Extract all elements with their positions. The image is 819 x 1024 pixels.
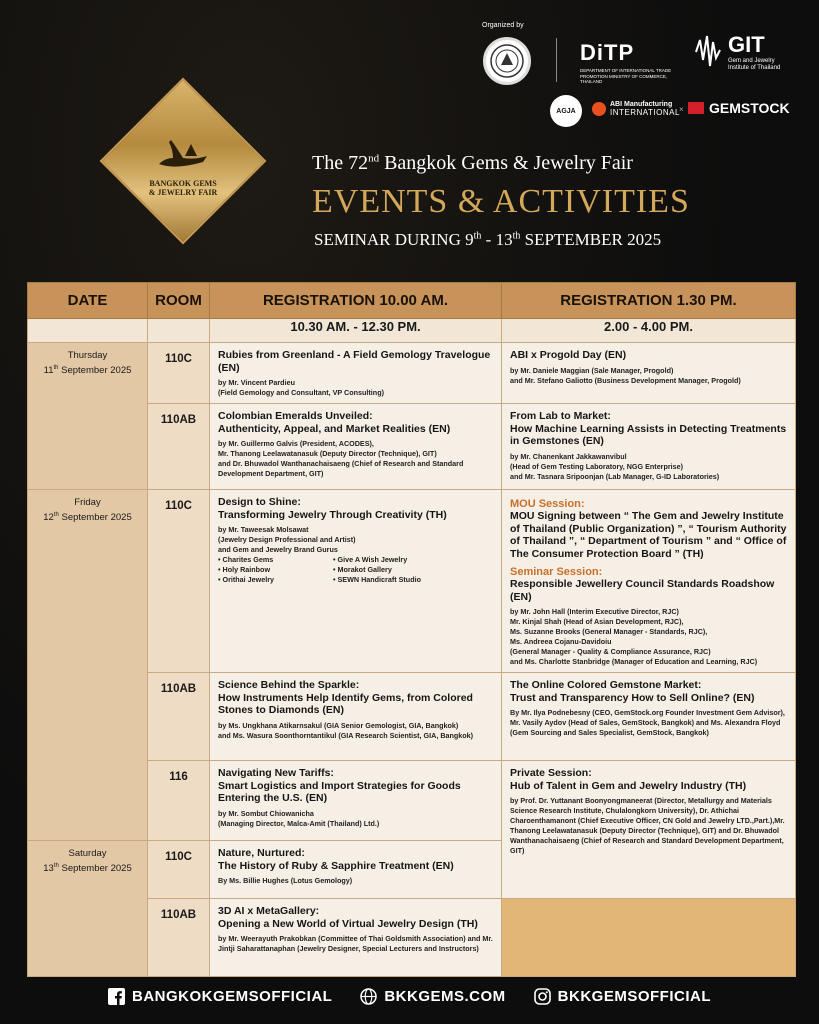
col-date-header: DATE bbox=[28, 283, 148, 319]
schedule-table bbox=[27, 282, 795, 977]
col-afternoon-header: REGISTRATION 1.30 PM. bbox=[502, 283, 796, 319]
session-cell: From Lab to Market: How Machine Learning Assists in Detecting Treatments in Gemstones (EN) by Mr. Chanenkant Jakkawanvibul (Head of Gem Testing Laboratory, NGG Enterprise) and Mr. Tasnara Sripoonjan (Lab Manager, G-ID Laboratories) bbox=[502, 404, 796, 490]
partner-x: × bbox=[679, 105, 684, 114]
events-title: EVENTS & ACTIVITIES bbox=[312, 183, 690, 220]
empty-slot bbox=[502, 899, 796, 977]
mou-label: MOU Session: bbox=[510, 498, 585, 510]
crest-icon bbox=[489, 43, 525, 79]
session-cell: Science Behind the Sparkle: How Instruments Help Identify Gems, from Colored Stones to Diamonds (EN) by Ms. Ungkhana Atikarnsakul (GIA Senior Gemologist, GIA, Bangkok) and Ms. Wasura Soonthorntantikul (GIA Research Scientist, GIA, Bangkok) bbox=[210, 673, 502, 761]
date-saturday: Saturday 13th September 2025 bbox=[28, 841, 148, 977]
header-divider bbox=[556, 38, 557, 82]
time-morning: 10.30 AM. - 12.30 PM. bbox=[210, 319, 502, 343]
git-sub1: Gem and Jewelry bbox=[728, 58, 775, 64]
room-cell: 110C bbox=[148, 490, 210, 673]
fair-title: The 72nd Bangkok Gems & Jewelry Fair bbox=[312, 152, 633, 174]
seminar-dates: SEMINAR DURING 9th - 13th SEPTEMBER 2025 bbox=[314, 230, 662, 249]
session-cell: Rubies from Greenland - A Field Gemology Travelogue (EN) by Mr. Vincent Pardieu (Field Gemology and Consultant, VP Consulting) bbox=[210, 343, 502, 404]
sub-empty-date bbox=[28, 319, 148, 343]
session-cell: Nature, Nurtured: The History of Ruby & Sapphire Treatment (EN) By Ms. Billie Hughes (Lotus Gemology) bbox=[210, 841, 502, 899]
git-mark-icon bbox=[694, 32, 722, 72]
ditp-subtitle: DEPARTMENT OF INTERNATIONAL TRADE PROMOTION MINISTRY OF COMMERCE, THAILAND bbox=[580, 68, 672, 84]
session-cell: Design to Shine: Transforming Jewelry Through Creativity (TH) by Mr. Taweesak Molsawat (Jewelry Design Professional and Artist) and Gem and Jewelry Brand Gurus • Charites Gems • Give A Wish Jewelry • Holy Rainbow • Morakot Gallery • Orithai Jewelry • SEWN Handicraft Studio bbox=[210, 490, 502, 673]
room-cell: 110C bbox=[148, 343, 210, 404]
facebook-link[interactable]: BANGKOKGEMSOFFICIAL bbox=[108, 988, 332, 1005]
room-cell: 110AB bbox=[148, 404, 210, 490]
room-cell: 110AB bbox=[148, 673, 210, 761]
ditp-logo bbox=[580, 40, 675, 85]
abi-line1: ABI Manufacturing bbox=[610, 101, 673, 108]
instagram-link[interactable]: BKKGEMSOFFICIAL bbox=[534, 988, 711, 1005]
time-afternoon: 2.00 - 4.00 PM. bbox=[502, 319, 796, 343]
session-cell: 3D AI x MetaGallery: Opening a New World of Virtual Jewelry Design (TH) by Mr. Weerayuth Prakobkan (Committee of Thai Goldsmith Association) and Mr. Jintji Saharattanaphan (Jewelry Designer, Special Lecturers and Instructors) bbox=[210, 899, 502, 977]
session-cell: Colombian Emeralds Unveiled: Authenticity, Appeal, and Market Realities (EN) by Mr. Guillermo Galvis (President, ACODES), Mr. Thanong Leelawatanasuk (Deputy Director (Technique), GIT) and Dr. Bhuwadol Wanthanachaisaeng (Chief of Research and Standard Development Department, GIT) bbox=[210, 404, 502, 490]
fair-logo-content bbox=[130, 120, 236, 197]
globe-icon bbox=[360, 988, 377, 1005]
gemstock-name: GEMSTOCK bbox=[709, 100, 790, 116]
footer bbox=[0, 988, 819, 1005]
git-logo bbox=[694, 32, 780, 72]
date-friday: Friday 12th September 2025 bbox=[28, 490, 148, 841]
facebook-icon bbox=[108, 988, 125, 1005]
organized-by-label: Organized by bbox=[482, 22, 524, 29]
room-cell: 110C bbox=[148, 841, 210, 899]
room-cell: 110AB bbox=[148, 899, 210, 977]
gemstock-square-icon bbox=[688, 102, 704, 114]
website-link[interactable]: BKKGEMS.COM bbox=[360, 988, 505, 1005]
abi-circle-icon bbox=[592, 102, 606, 116]
instagram-icon bbox=[534, 988, 551, 1005]
swan-boat-icon bbox=[155, 134, 211, 174]
date-thursday: Thursday 11th September 2025 bbox=[28, 343, 148, 490]
ministry-crest-logo bbox=[483, 37, 531, 85]
session-cell: MOU Session: MOU Signing between “ The Gem and Jewelry Institute of Thailand (Public Organization) ”, “ Tourism Authority of Thailand ”, “ Department of Tourism ” and “ Office of The Consumer Protection Board ” (TH) Seminar Session: Responsible Jewellery Council Standards Roadshow (EN) by Mr. John Hall (Interim Executive Director, RJC) Mr. Kinjal Shah (Head of Asian Development, RJC), Ms. Suzanne Brooks (General Manager - Standards, RJC), Ms. Andreea Cojanu-Davidoiu (General Manager - Quality & Compliance Assurance, RJC) and Ms. Charlotte Stanbridge (Manager of Education and Learning, RJC) bbox=[502, 490, 796, 673]
seminar-label: Seminar Session: bbox=[510, 566, 603, 578]
gemstock-logo bbox=[688, 100, 790, 116]
session-cell: ABI x Progold Day (EN) by Mr. Daniele Maggian (Sale Manager, Progold) and Mr. Stefano Galiotto (Business Development Manager, Progold) bbox=[502, 343, 796, 404]
ditp-name: DiTP bbox=[580, 40, 635, 65]
fair-logo-line2: & JEWELRY FAIR bbox=[148, 188, 218, 197]
git-sub2: Institute of Thailand bbox=[728, 65, 781, 71]
session-cell: Navigating New Tariffs: Smart Logistics and Import Strategies for Goods Entering the U.S. (EN) by Mr. Sombut Chiowanicha (Managing Director, Malca-Amit (Thailand) Ltd.) bbox=[210, 761, 502, 841]
col-morning-header: REGISTRATION 10.00 AM. bbox=[210, 283, 502, 319]
col-room-header: ROOM bbox=[148, 283, 210, 319]
room-cell: 116 bbox=[148, 761, 210, 841]
sub-empty-room bbox=[148, 319, 210, 343]
abi-line2: INTERNATIONAL bbox=[610, 108, 680, 117]
fair-logo-line1: BANGKOK GEMS bbox=[149, 179, 217, 188]
session-cell: Private Session: Hub of Talent in Gem and Jewelry Industry (TH) by Prof. Dr. Yuttanant Boonyongmaneerat (Director, Metallurgy and Materials Science Research Institute, Chulalongkorn University), Dr. Athichai Charoenthamanont (Chief Executive Officer, CN Gold and Jewelry LTD.,Part.),Mr. Thanong Leelawatanasuk (Deputy Director (Technique), GIT) and Dr. Bhuwadol Wanthanachaisaeng (Chief of Research and Standard Development Department, GIT) bbox=[502, 761, 796, 899]
agja-logo: AGJA bbox=[550, 95, 582, 127]
brand-list: • Charites Gems • Give A Wish Jewelry • Holy Rainbow • Morakot Gallery • Orithai Jewelry • SEWN Handicraft Studio bbox=[218, 555, 421, 584]
git-name: GIT bbox=[728, 32, 765, 57]
abi-logo bbox=[592, 101, 680, 117]
session-cell: The Online Colored Gemstone Market: Trust and Transparency How to Sell Online? (EN) By Mr. Ilya Podnebesny (CEO, GemStock.org Founder Investment Gem Advisor), Mr. Vasily Aydov (Head of Sales, GemStock, Bangkok) and Ms. Alexandra Floyd (Gem Sourcing and Sales Specialist, GemStock, Bangkok) bbox=[502, 673, 796, 761]
